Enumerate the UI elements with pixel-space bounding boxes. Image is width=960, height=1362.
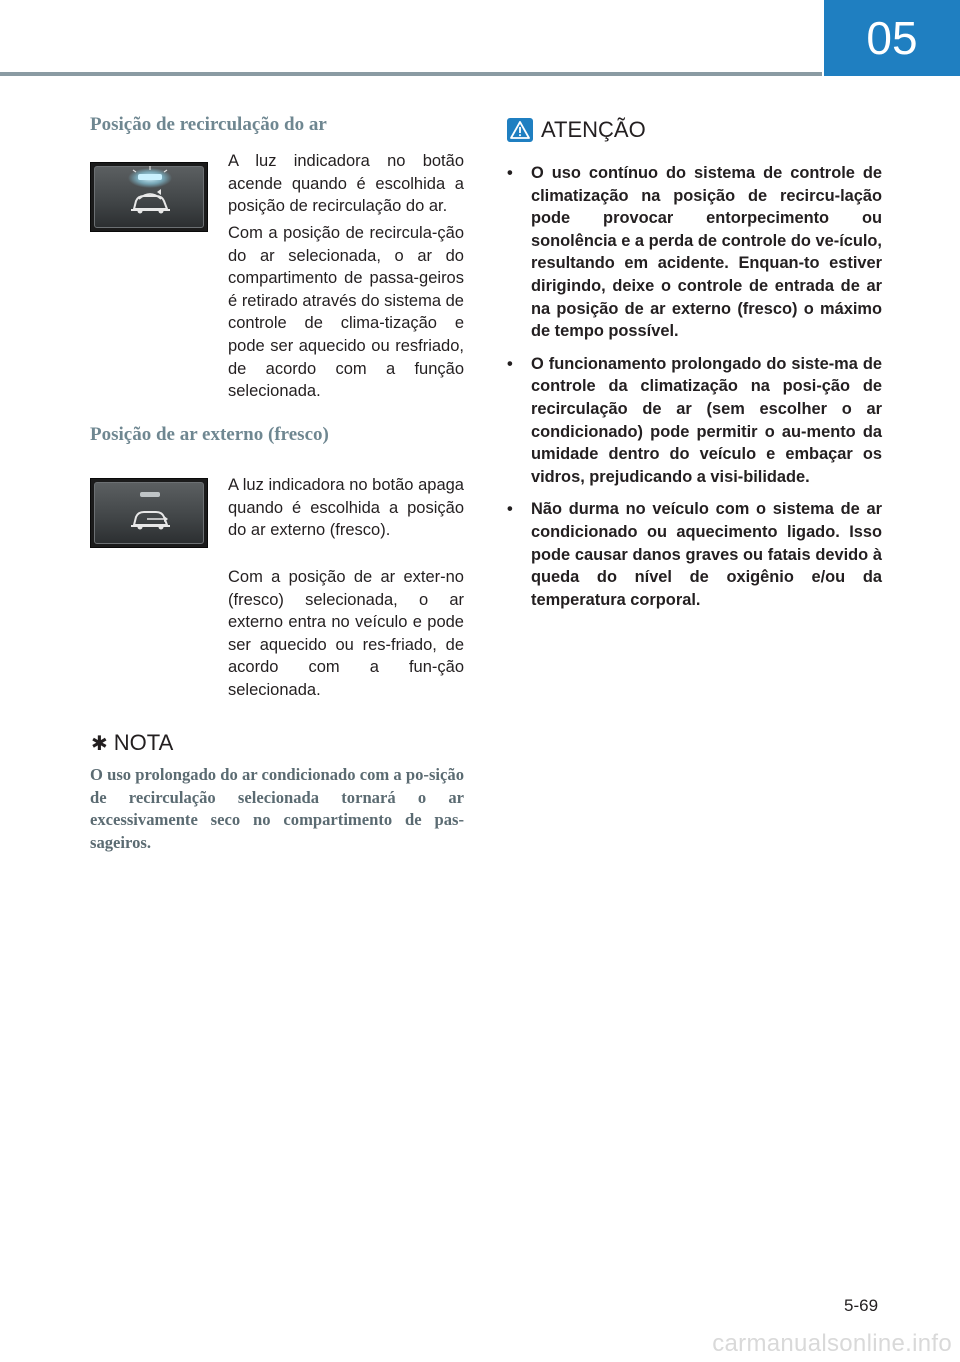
nota-heading bbox=[91, 730, 173, 756]
nota-title-label: NOTA bbox=[113, 730, 174, 755]
star-icon: ✱ bbox=[91, 732, 108, 755]
chapter-tab: 05 bbox=[824, 0, 960, 76]
bullet: • bbox=[507, 354, 513, 373]
warning-item bbox=[505, 162, 882, 343]
section-heading-recirculation: Posição de recirculação do ar bbox=[90, 114, 327, 135]
header-rule bbox=[0, 72, 822, 76]
section-fresh-air-paragraph-1: A luz indicadora no botão apaga quando é escolhida a posição do ar externo (fresco). bbox=[228, 476, 464, 540]
recirculation-button-on-icon bbox=[90, 162, 208, 232]
bullet: • bbox=[507, 500, 513, 519]
warning-heading bbox=[507, 117, 646, 143]
warning-item-text: Não durma no veículo com o sistema de ar condicionado ou aquecimento ligado. Isso pode causar danos graves ou fatais devido à queda do nível de oxigênio e/ou da temperatura corporal. bbox=[531, 500, 882, 609]
section-recirculation-paragraph-1: A luz indicadora no botão acende quando é escolhida a posição de recirculação do ar. bbox=[228, 152, 464, 216]
warning-item-text: O funcionamento prolongado do siste-ma de controle da climatização na posi-ção de recirculação de ar (sem escolher o ar condicionado) pode permitir o au-mento da umidade dentro do veículo e embaçar os vidros, prejudicando a visi-bilidade. bbox=[531, 354, 882, 486]
nota-text: O uso prolongado do ar condicionado com a po-sição de recirculação selecionada tornará o ar excessivamente seco no compartimento de pas-sageiros. bbox=[90, 765, 464, 852]
warning-list bbox=[505, 162, 882, 621]
warning-item-text: O uso contínuo do sistema de controle de climatização na posição de recircu-lação pode provocar entorpecimento ou sonolência e a perda de controle do ve-ículo, resultando em acidente. Enquan-to estiver dirigindo, deixe o controle de entrada de ar na posição de ar externo (fresco) o máximo de tempo possível. bbox=[531, 164, 882, 341]
warning-item bbox=[505, 353, 882, 489]
page-number: 5-69 bbox=[844, 1296, 879, 1315]
section-fresh-air-paragraph-2: Com a posição de ar exter-no (fresco) selecionada, o ar externo entra no veículo e pode ser aquecido ou res-friado, de acordo com a fun-ção selecionada. bbox=[228, 568, 464, 699]
bullet: • bbox=[507, 164, 513, 182]
warning-item bbox=[505, 498, 882, 611]
section-recirculation-paragraph-2: Com a posição de recircula-ção do ar selecionada, o ar do compartimento de passa-geiros é retirado através do sistema de controle de clima-tização e pode ser aquecido ou resfriado, de acordo com a função selecionada. bbox=[228, 224, 464, 401]
fresh-air-button-off-icon bbox=[90, 478, 208, 548]
warning-triangle-icon bbox=[507, 118, 533, 142]
warning-title: ATENÇÃO bbox=[541, 117, 646, 142]
watermark[interactable]: carmanualsonline.info bbox=[712, 1330, 952, 1357]
section-heading-fresh-air: Posição de ar externo (fresco) bbox=[90, 424, 329, 445]
